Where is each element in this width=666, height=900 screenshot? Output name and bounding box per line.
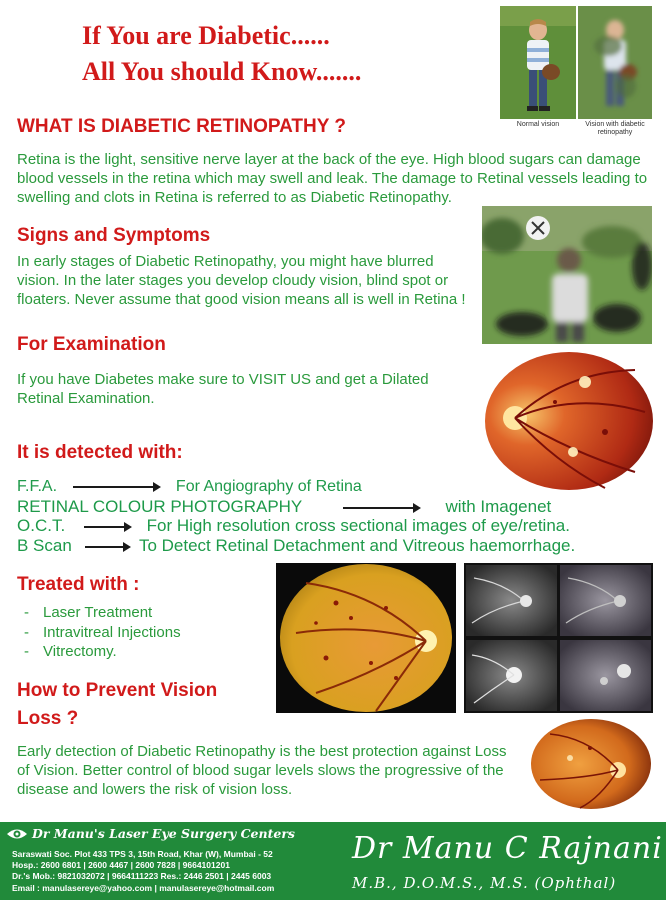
title-line-2: All You should Know....... [82,57,362,86]
detected-heading: It is detected with: [17,442,183,463]
arrow-icon [73,486,159,488]
detected-purpose: with Imagenet [445,497,552,516]
eye-logo-icon [6,827,28,841]
footer [0,822,666,900]
signs-heading: Signs and Symptoms [17,225,211,246]
detected-purpose: For High resolution cross sectional images of eye/retina. [146,516,570,535]
detected-item-ffa [17,478,362,496]
arrow-icon [84,526,130,528]
prevent-text: Early detection of Diabetic Retinopathy is the best protection against Loss of Vision. Better control of blood sugar levels slows the progressive of the disease and lowers the risk of vision loss. [17,743,507,798]
detected-item-oct [17,516,570,536]
list-item: - Intravitreal Injections [24,623,181,641]
clinic-name: Dr Manu's Laser Eye Surgery Centers [32,826,295,841]
list-item: - Vitrectomy. [24,643,117,660]
detected-test: B Scan [17,536,72,555]
arrow-icon [343,507,419,509]
doctor-mobile: Dr.'s Mob.: 9821032072 | 9664111223 Res.: 2446 2501 | 2445 6003 [12,871,272,881]
hospital-phones: Hosp.: 2600 6801 | 2600 4467 | 2600 7828 | 9664101201 [12,860,230,870]
clinic-address: Saraswati Soc. Plot 433 TPS 3, 15th Road, Khar (W), Mumbai - 52 [12,849,273,859]
prevent-heading-line-1: How to Prevent Vision [17,680,218,701]
blurred-vision-photo [482,206,652,344]
detected-purpose: To Detect Retinal Detachment and Vitreous haemorrhage. [138,536,576,555]
detected-test: O.C.T. [17,516,66,535]
fundus-photo-3 [530,718,652,810]
prevent-heading-line-2: Loss ? [17,708,79,729]
detected-item-bscan [17,536,575,556]
detected-test: F.F.A. [17,478,58,495]
fundus-photo-1 [485,352,653,490]
retinopathy-vision-image [578,6,652,119]
signs-text: In early stages of Diabetic Retinopathy, you might have blurred vision. In the later stages you develop cloudy vision, blind spot or floaters. Never assume that good vision means all is well in Retina ! [17,253,466,308]
detected-purpose: For Angiography of Retina [175,478,362,495]
title-line-1: If You are Diabetic...... [82,21,330,50]
examination-heading: For Examination [17,334,166,355]
doctor-name: Dr Manu C Rajnani [352,831,663,866]
email-addresses: Email : manulasereye@yahoo.com | manulasereye@hotmail.com [12,883,275,893]
list-item: - Laser Treatment [24,604,153,621]
doctor-qualifications: M.B., D.O.M.S., M.S. (Ophthal) [352,874,617,892]
treated-heading: Treated with : [17,574,140,595]
detected-test: RETINAL COLOUR PHOTOGRAPHY [17,497,302,516]
treatment-list [17,603,181,662]
what-is-text: Retina is the light, sensitive nerve layer at the back of the eye. High blood sugars can damage blood vessels in the retina which may swell and leak. The damage to Retinal vessels leading to swelling and clots in Retina is referred to as Diabetic Retinopathy. [17,151,648,206]
what-is-heading: WHAT IS DIABETIC RETINOPATHY ? [17,116,346,137]
normal-vision-image [500,6,576,119]
normal-vision-caption: Normal vision [516,121,560,128]
angiography-panels [464,563,653,713]
retinopathy-vision-caption: Vision with diabetic retinopathy [585,121,645,136]
detected-item-photography [17,497,551,517]
arrow-icon [85,546,129,548]
examination-text: If you have Diabetes make sure to VISIT US and get a Dilated Retinal Examination. [17,371,429,407]
fundus-photo-2 [276,563,456,713]
